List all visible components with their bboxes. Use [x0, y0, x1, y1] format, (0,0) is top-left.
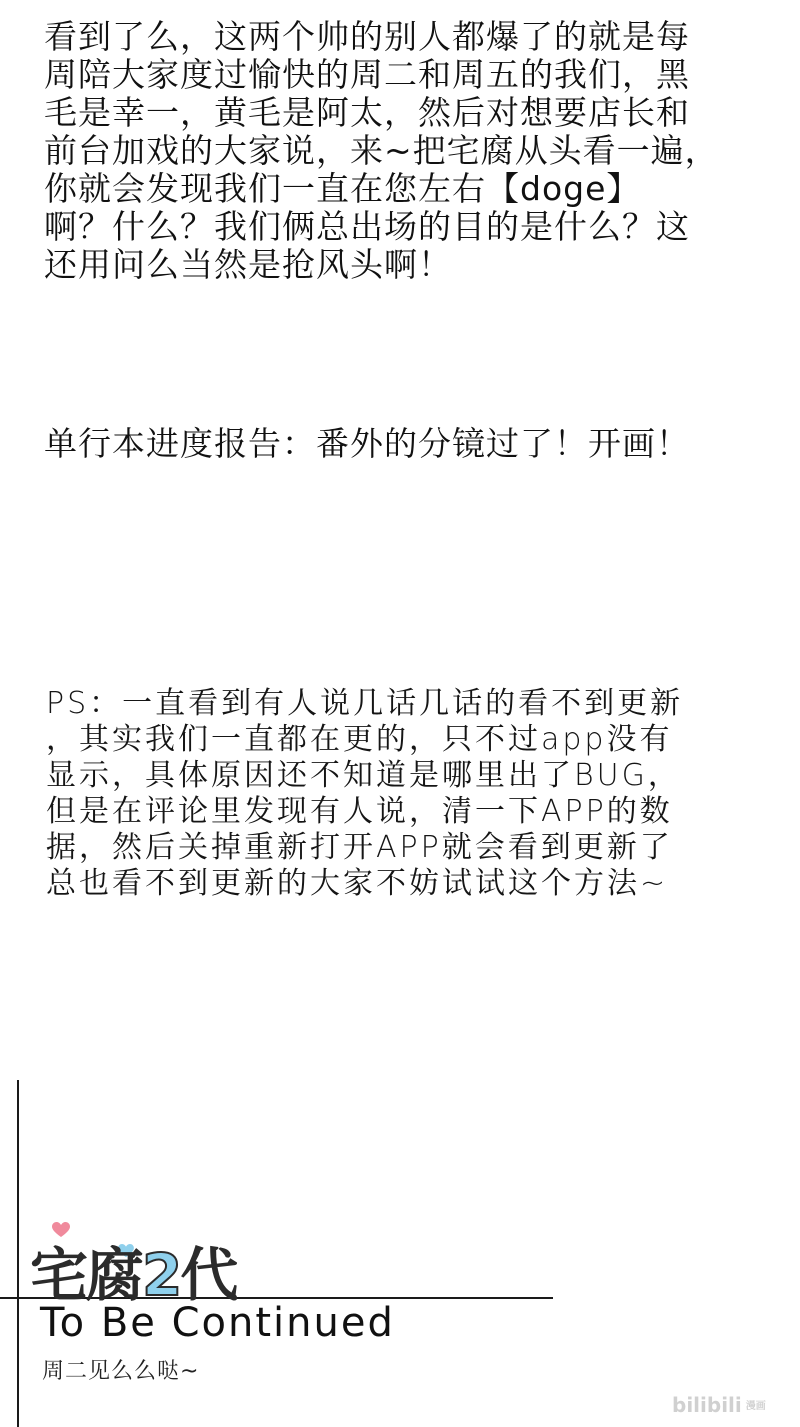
to-be-continued: To Be Continued — [40, 1300, 395, 1346]
author-note-paragraph — [44, 18, 760, 284]
watermark-side: 漫画 — [745, 1400, 766, 1412]
series-logo — [30, 1222, 290, 1309]
ps-note-line: PS：一直看到有人说几话几话的看不到更新 — [46, 686, 684, 721]
ps-note-line: 总也看不到更新的大家不妨试试这个方法~ — [46, 866, 669, 901]
logo-text-suffix: 代 — [180, 1241, 237, 1309]
author-note-line: 看到了么，这两个帅的别人都爆了的就是每 — [44, 17, 690, 56]
bilibili-watermark — [672, 1393, 788, 1421]
author-note-line: 你就会发现我们一直在您左右【doge】 — [44, 169, 641, 208]
ps-note-line: 但是在评论里发现有人说，清一下APP的数 — [46, 794, 673, 829]
ps-note-paragraph — [46, 686, 766, 902]
see-you-note: 周二见么么哒~ — [42, 1359, 200, 1384]
frame-vertical-divider — [17, 1080, 19, 1427]
author-note-line: 毛是幸一，黄毛是阿太，然后对想要店长和 — [44, 93, 690, 132]
logo-number: 2 — [142, 1241, 181, 1309]
watermark-brand: bilibili — [672, 1393, 742, 1417]
ps-note-line: 据，然后关掉重新打开APP就会看到更新了 — [46, 830, 673, 865]
progress-report: 单行本进度报告：番外的分镜过了！开画！ — [44, 424, 690, 463]
author-note-line: 前台加戏的大家说，来~把宅腐从头看一遍， — [44, 131, 719, 170]
author-note-line: 还用问么当然是抢风头啊！ — [44, 245, 452, 284]
ps-note-line: ，其实我们一直都在更的，只不过app没有 — [46, 722, 673, 757]
logo-text-prefix: 宅腐 — [30, 1241, 143, 1309]
author-note-line: 啊？什么？我们俩总出场的目的是什么？这 — [44, 207, 690, 246]
ps-note-line: 显示，具体原因还不知道是哪里出了BUG， — [46, 758, 681, 793]
author-note-line: 周陪大家度过愉快的周二和周五的我们，黑 — [44, 55, 690, 94]
